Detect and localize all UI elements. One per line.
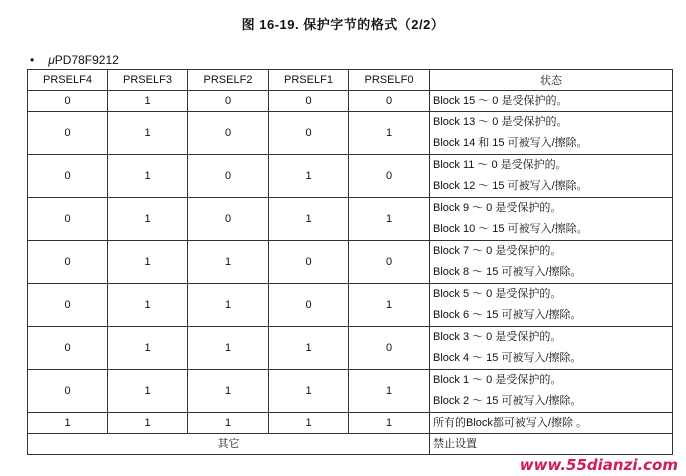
bit-cell: 0 [28,370,108,413]
table-row [28,198,673,241]
bit-cell: 1 [108,327,188,370]
protect-byte-table [27,69,673,455]
bit-cell: 1 [188,370,269,413]
status-line: Block 5 ～ 0 是受保护的。 [433,288,562,300]
bit-cell: 0 [188,112,269,155]
device-name: PD78F9212 [54,53,119,67]
bit-cell: 0 [28,241,108,284]
bit-cell: 1 [188,241,269,284]
status-line: Block 7 ～ 0 是受保护的。 [433,245,562,257]
status-cell [430,370,673,413]
table-row [28,112,673,155]
bit-cell: 0 [349,327,430,370]
status-line: Block 3 ～ 0 是受保护的。 [433,331,562,343]
status-cell [430,155,673,198]
table-body [28,91,673,455]
bit-cell: 1 [188,413,269,434]
other-label: 其它 [28,434,430,455]
bit-cell: 1 [188,327,269,370]
table-row [28,284,673,327]
bit-cell: 0 [28,112,108,155]
status-line: Block 4 ～ 15 可被写入/擦除。 [433,352,582,364]
table-row [28,91,673,112]
bit-cell: 1 [108,91,188,112]
table-row [28,370,673,413]
bit-cell: 0 [349,241,430,284]
table-row [28,155,673,198]
table-header-row [28,70,673,91]
header-prself4: PRSELF4 [28,70,108,91]
status-line: Block 15 ～ 0 是受保护的。 [433,95,568,107]
bit-cell: 1 [269,155,349,198]
status-cell [430,413,673,434]
bit-cell: 1 [349,112,430,155]
other-status: 禁止设置 [430,434,673,455]
status-cell [430,327,673,370]
bullet: • [30,53,35,67]
figure-title: 图 16-19. 保护字节的格式（2/2） [241,17,445,32]
status-line: Block 11 ～ 0 是受保护的。 [433,159,567,171]
status-cell [430,112,673,155]
bit-cell: 0 [188,91,269,112]
bit-cell: 1 [108,198,188,241]
bit-cell: 1 [349,198,430,241]
bit-cell: 0 [349,91,430,112]
status-cell [430,284,673,327]
bit-cell: 1 [28,413,108,434]
mu-symbol: μ [48,53,55,67]
status-line: Block 1 ～ 0 是受保护的。 [433,374,562,386]
bit-cell: 1 [108,155,188,198]
status-cell [430,198,673,241]
bit-cell: 1 [188,284,269,327]
status-cell [430,241,673,284]
table-row [28,241,673,284]
status-line: Block 14 和 15 可被写入/擦除。 [433,137,588,149]
bit-cell: 1 [349,370,430,413]
header-prself2: PRSELF2 [188,70,269,91]
bit-cell: 0 [269,91,349,112]
bit-cell: 0 [188,155,269,198]
table-row [28,413,673,434]
bit-cell: 1 [349,284,430,327]
header-prself1: PRSELF1 [269,70,349,91]
bit-cell: 1 [108,241,188,284]
bit-cell: 0 [349,155,430,198]
bit-cell: 1 [349,413,430,434]
bit-cell: 0 [269,284,349,327]
bit-cell: 1 [108,370,188,413]
bit-cell: 1 [108,413,188,434]
status-line: Block 12 ～ 15 可被写入/擦除。 [433,180,588,192]
table-row-other [28,434,673,455]
bit-cell: 0 [28,198,108,241]
status-line: Block 8 ～ 15 可被写入/擦除。 [433,266,582,278]
watermark: www.55dianzi.com [519,456,678,474]
bit-cell: 0 [28,327,108,370]
status-line: Block 9 ～ 0 是受保护的。 [433,202,562,214]
header-prself0: PRSELF0 [349,70,430,91]
status-cell [430,91,673,112]
bit-cell: 0 [28,155,108,198]
bit-cell: 1 [269,370,349,413]
bit-cell: 1 [269,327,349,370]
bit-cell: 1 [269,198,349,241]
status-line: Block 13 ～ 0 是受保护的。 [433,116,568,128]
status-line: Block 10 ～ 15 可被写入/擦除。 [433,223,588,235]
device-label [30,53,119,67]
bit-cell: 0 [269,241,349,284]
table-row [28,327,673,370]
header-prself3: PRSELF3 [108,70,188,91]
status-line: Block 6 ～ 15 可被写入/擦除。 [433,309,582,321]
bit-cell: 0 [28,91,108,112]
bit-cell: 0 [188,198,269,241]
bit-cell: 0 [28,284,108,327]
status-line: Block 2 ～ 15 可被写入/擦除。 [433,395,582,407]
bit-cell: 0 [269,112,349,155]
status-line: 所有的Block都可被写入/擦除 。 [433,417,588,429]
bit-cell: 1 [269,413,349,434]
bit-cell: 1 [108,284,188,327]
bit-cell: 1 [108,112,188,155]
header-status: 状态 [430,70,673,91]
